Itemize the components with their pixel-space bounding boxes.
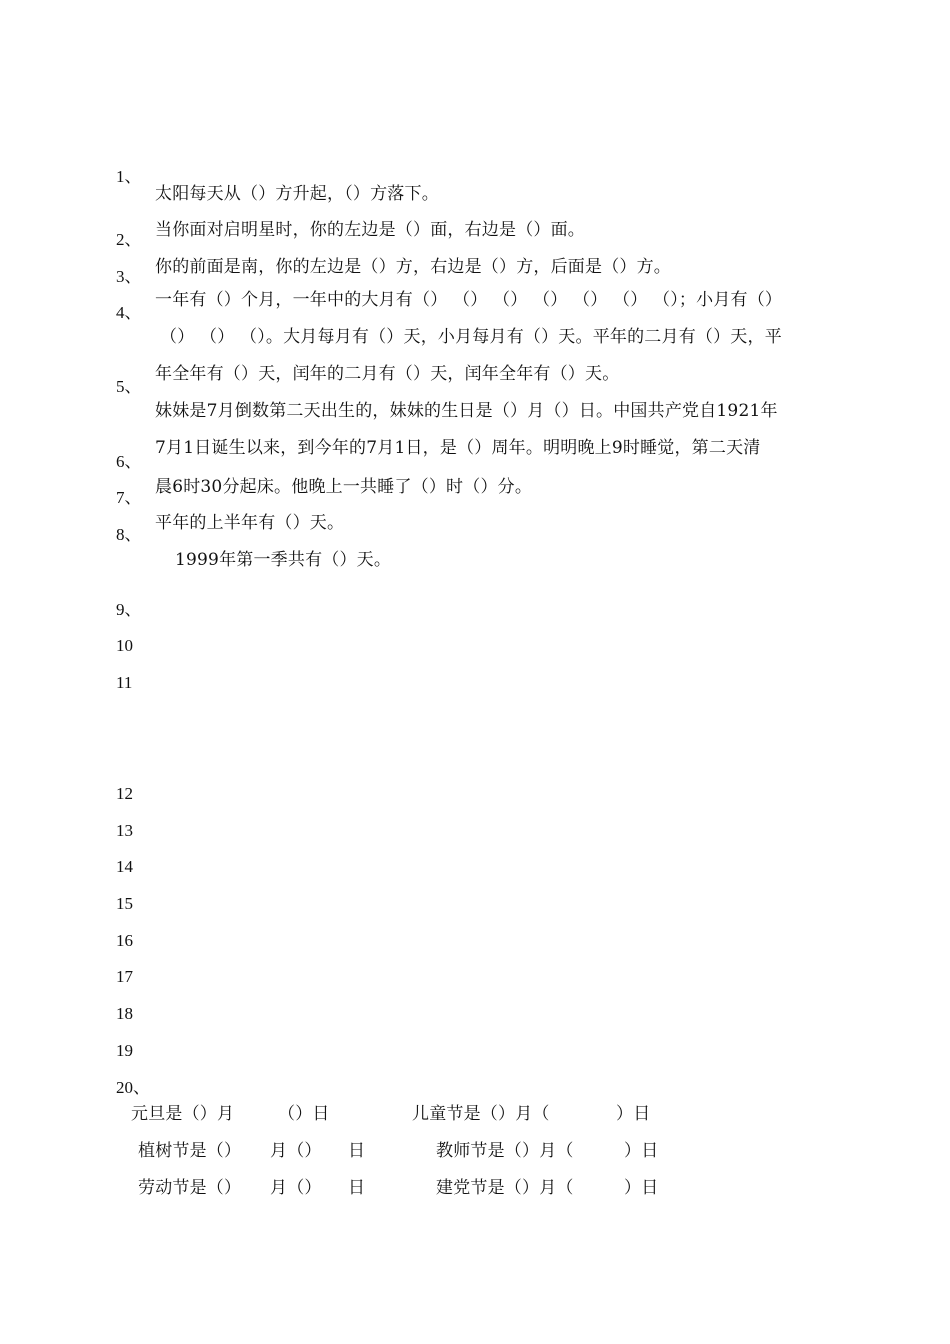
holiday-party-day-day: ）日 bbox=[624, 1178, 659, 1198]
question-text: 妹妹是7月倒数第二天出生的，妹妹的生日是（）月（）日。中国共产党自1921年 bbox=[155, 401, 778, 421]
question-number: 3、 bbox=[116, 267, 142, 286]
question-text: 7月1日诞生以来，到今年的7月1日，是（）周年。明明晚上9时睡觉，第二天清 bbox=[155, 438, 761, 458]
question-number: 1、 bbox=[116, 167, 142, 186]
question-number: 10 bbox=[116, 636, 133, 655]
holiday-childrens-day: 儿童节是（）月（ bbox=[412, 1104, 550, 1124]
holiday-arbor-day-day: 日 bbox=[348, 1141, 366, 1161]
question-number: 4、 bbox=[116, 303, 142, 322]
question-number: 12 bbox=[116, 784, 133, 803]
question-number: 9、 bbox=[116, 600, 142, 619]
question-text: 年全年有（）天，闰年的二月有（）天，闰年全年有（）天。 bbox=[155, 364, 620, 384]
holiday-teachers-day: 教师节是（）月（ bbox=[436, 1141, 574, 1161]
holiday-childrens-day-day: ）日 bbox=[616, 1104, 651, 1124]
holiday-labor-day-day: 日 bbox=[348, 1178, 366, 1198]
question-number: 11 bbox=[116, 673, 133, 692]
holiday-labor-day: 劳动节是（） bbox=[138, 1178, 242, 1198]
question-text: 平年的上半年有（）天。 bbox=[155, 513, 345, 533]
question-text: 太阳每天从（）方升起，（）方落下。 bbox=[155, 184, 439, 204]
question-number: 18 bbox=[116, 1004, 133, 1023]
question-text: 1999年第一季共有（）天。 bbox=[175, 550, 392, 570]
holiday-new-year-day: （）日 bbox=[278, 1104, 330, 1124]
question-number: 17 bbox=[116, 967, 133, 986]
holiday-party-day: 建党节是（）月（ bbox=[436, 1178, 574, 1198]
question-number: 8、 bbox=[116, 525, 142, 544]
question-text: 一年有（）个月，一年中的大月有（） （） （） （） （） （） （）；小月有（） bbox=[155, 290, 783, 310]
question-number: 16 bbox=[116, 931, 133, 950]
holiday-teachers-day-day: ）日 bbox=[624, 1141, 659, 1161]
question-text: 当你面对启明星时，你的左边是（）面，右边是（）面。 bbox=[155, 220, 585, 240]
question-number: 5、 bbox=[116, 377, 142, 396]
holiday-labor-day-month: 月（） bbox=[270, 1178, 322, 1198]
question-number: 6、 bbox=[116, 452, 142, 471]
holiday-arbor-day-month: 月（） bbox=[270, 1141, 322, 1161]
question-number: 14 bbox=[116, 857, 133, 876]
question-number: 19 bbox=[116, 1041, 133, 1060]
question-text: 你的前面是南，你的左边是（）方，右边是（）方，后面是（）方。 bbox=[155, 257, 671, 277]
question-number: 2、 bbox=[116, 230, 142, 249]
question-text: 晨6时30分起床。他晚上一共睡了（）时（）分。 bbox=[155, 477, 533, 497]
question-number: 7、 bbox=[116, 488, 142, 507]
question-number: 20、 bbox=[116, 1078, 150, 1097]
question-number: 13 bbox=[116, 821, 133, 840]
holiday-new-year: 元旦是（）月 bbox=[131, 1104, 235, 1124]
question-number: 15 bbox=[116, 894, 133, 913]
holiday-arbor-day: 植树节是（） bbox=[138, 1141, 242, 1161]
question-text: （） （） （）。大月每月有（）天，小月每月有（）天。平年的二月有（）天，平 bbox=[160, 327, 782, 347]
